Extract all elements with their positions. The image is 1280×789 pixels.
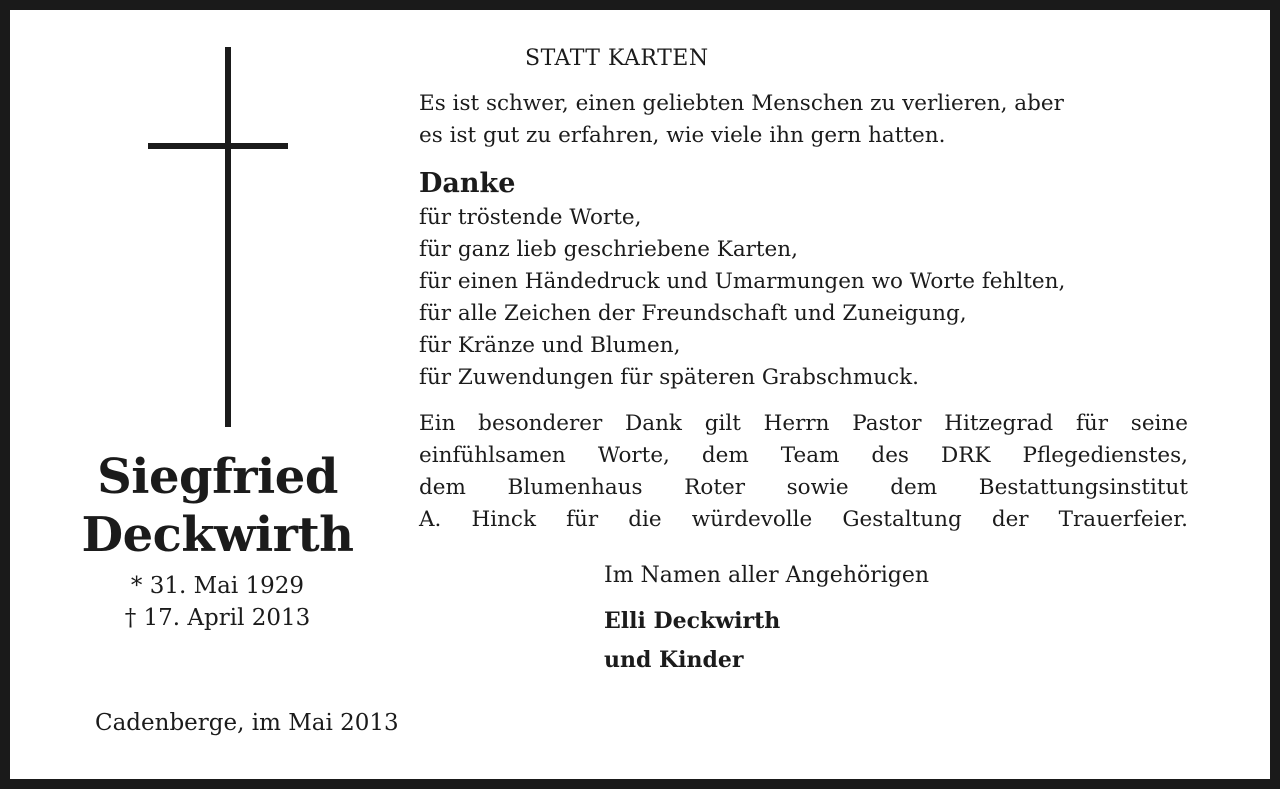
cross-icon-bar xyxy=(148,143,288,149)
cross-icon xyxy=(225,47,231,427)
special-thanks-line: einfühlsamen Worte, dem Team des DRK Pflegedienstes, xyxy=(419,443,1188,468)
thanks-item: für Kränze und Blumen, xyxy=(419,333,681,358)
place-date: Cadenberge, im Mai 2013 xyxy=(95,710,399,736)
special-thanks-line: dem Blumenhaus Roter sowie dem Bestattungsinstitut xyxy=(419,475,1188,500)
thanks-item: für ganz lieb geschriebene Karten, xyxy=(419,237,798,262)
signatory: Elli Deckwirth xyxy=(604,608,781,634)
birth-date: * 31. Mai 1929 xyxy=(130,573,305,599)
first-name: Siegfried xyxy=(97,449,338,505)
signatory: und Kinder xyxy=(604,647,744,673)
thanks-heading: Danke xyxy=(419,168,516,199)
special-thanks-line: A. Hinck für die würdevolle Gestaltung der Trauerfeier. xyxy=(419,507,1188,532)
deceased-name xyxy=(50,448,385,564)
death-date: † 17. April 2013 xyxy=(124,605,311,631)
special-thanks-line: Ein besonderer Dank gilt Herrn Pastor Hitzegrad für seine xyxy=(419,411,1188,436)
thanks-item: für alle Zeichen der Freundschaft und Zuneigung, xyxy=(419,301,967,326)
closing-line: Im Namen aller Angehörigen xyxy=(604,563,930,588)
thanks-list xyxy=(419,202,1188,394)
life-dates xyxy=(50,570,385,634)
thanks-item: für tröstende Worte, xyxy=(419,205,642,230)
intro-line: es ist gut zu erfahren, wie viele ihn gern hatten. xyxy=(419,123,946,148)
thanks-item: für einen Händedruck und Umarmungen wo Worte fehlten, xyxy=(419,269,1066,294)
intro-line: Es ist schwer, einen geliebten Menschen zu verlieren, aber xyxy=(419,91,1064,116)
headline: STATT KARTEN xyxy=(525,46,709,71)
obituary-notice xyxy=(10,10,1270,779)
intro-text xyxy=(419,88,1188,152)
thanks-item: für Zuwendungen für späteren Grabschmuck. xyxy=(419,365,919,390)
special-thanks xyxy=(419,408,1188,536)
last-name: Deckwirth xyxy=(81,507,354,563)
